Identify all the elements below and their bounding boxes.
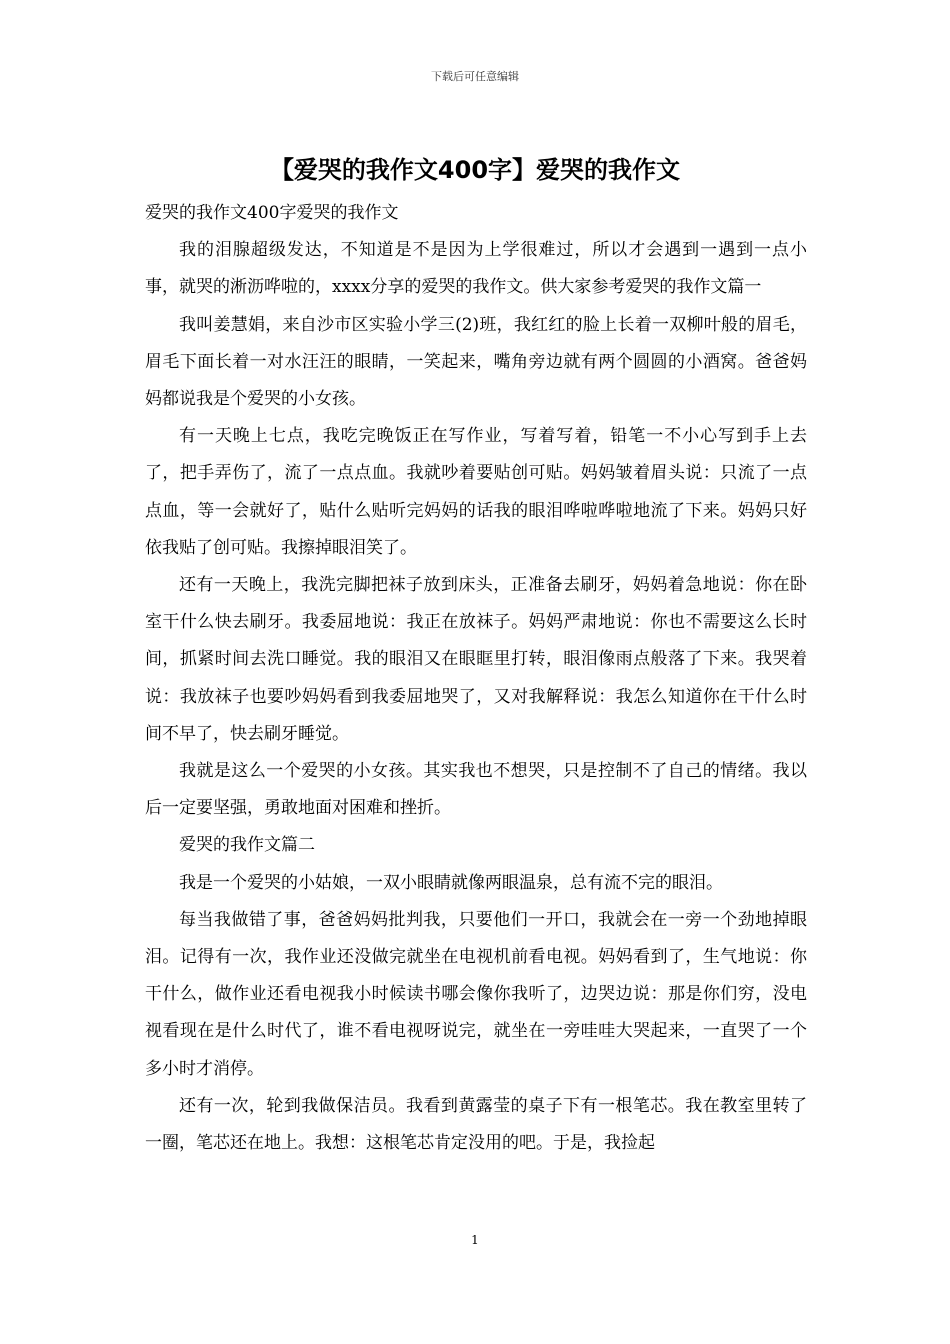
page-number: 1 bbox=[471, 1233, 479, 1247]
paragraph-subtitle: 爱哭的我作文400字爱哭的我作文 bbox=[145, 203, 399, 223]
page-header-note: 下载后可任意编辑 bbox=[431, 70, 519, 83]
paragraph: 我是一个爱哭的小姑娘，一双小眼睛就像两眼温泉，总有流不完的眼泪。 bbox=[179, 872, 723, 893]
paragraph: 还有一天晚上，我洗完脚把袜子放到床头，正准备去刷牙，妈妈着急地说：你在卧室干什么快去刷牙。我委屈地说：我正在放袜子。妈妈严肃地说：你也不需要这么长时间，抓紧时间去洗口睡觉。我的眼泪又在眼眶里打转，眼泪像雨点般落了下来。我哭着说：我放袜子也要吵妈妈看到我委屈地哭了，又对我解释说：我怎么知道你在干什么时间不早了，快去刷牙睡觉。 bbox=[145, 575, 807, 744]
paragraph: 我就是这么一个爱哭的小女孩。其实我也不想哭，只是控制不了自己的情绪。我以后一定要坚强，勇敢地面对困难和挫折。 bbox=[145, 761, 807, 819]
section-heading: 爱哭的我作文篇二 bbox=[179, 835, 315, 856]
paragraph-intro: 我的泪腺超级发达，不知道是不是因为上学很难过，所以才会遇到一遇到一点小事，就哭的淅沥哗啦的，xxxx分享的爱哭的我作文。供大家参考爱哭的我作文篇一 bbox=[145, 240, 807, 298]
paragraph: 有一天晚上七点，我吃完晚饭正在写作业，写着写着，铅笔一不小心写到手上去了，把手弄伤了，流了一点点血。我就吵着要贴创可贴。妈妈皱着眉头说：只流了一点点血，等一会就好了，贴什么贴听完妈妈的话我的眼泪哗啦哗啦地流了下来。妈妈只好依我贴了创可贴。我擦掉眼泪笑了。 bbox=[145, 426, 807, 558]
paragraph: 还有一次，轮到我做保洁员。我看到黄露莹的桌子下有一根笔芯。我在教室里转了一圈，笔芯还在地上。我想：这根笔芯肯定没用的吧。于是，我捡起 bbox=[145, 1095, 807, 1154]
paragraph: 每当我做错了事，爸爸妈妈批判我，只要他们一开口，我就会在一旁一个劲地掉眼泪。记得有一次，我作业还没做完就坐在电视机前看电视。妈妈看到了，生气地说：你干什么，做作业还看电视我小时候读书哪会像你我听了，边哭边说：那是你们穷，没电视看现在是什么时代了，谁不看电视呀说完，就坐在一旁哇哇大哭起来，一直哭了一个多小时才消停。 bbox=[145, 909, 807, 1079]
paragraph: 我叫姜慧娟，来自沙市区实验小学三(2)班，我红红的脸上长着一双柳叶般的眉毛，眉毛下面长着一对水汪汪的眼睛，一笑起来，嘴角旁边就有两个圆圆的小酒窝。爸爸妈妈都说我是个爱哭的小女孩。 bbox=[145, 314, 807, 410]
document-title: 【爱哭的我作文400字】爱哭的我作文 bbox=[269, 156, 681, 184]
document-body bbox=[145, 195, 807, 1162]
